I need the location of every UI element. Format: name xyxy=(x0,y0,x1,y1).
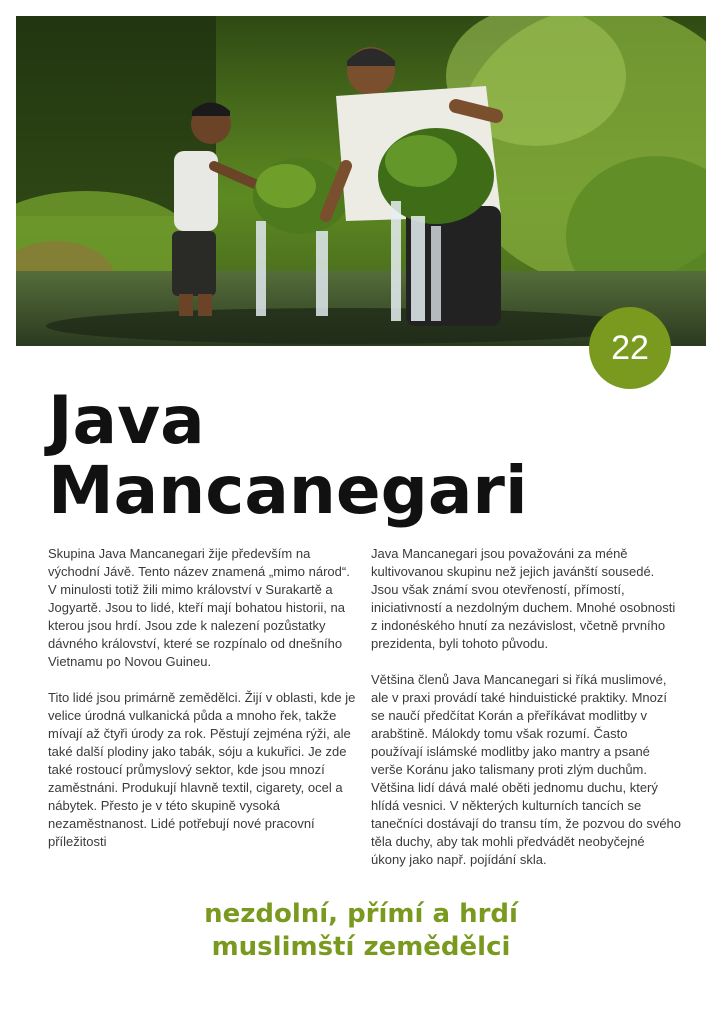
paragraph: Tito lidé jsou primárně zemědělci. Žijí v oblasti, kde je velice úrodná vulkanická půda a mnoho řek, takže mívají až čtyři úrody za rok. Pěstují zejména rýži, ale také další plodiny jako tabák, sóju a kukuřici. Je zde také rostoucí průmyslový sektor, kde jsou mnozí zaměstnáni. Produkují hlavně textil, cigarety, ocel a nábytek. Přesto je v této skupině vysoká nezaměstnanost. Lidé potřebují nové pracovní příležitosti xyxy=(48,690,356,849)
title-line-2: Mancanegari xyxy=(48,452,528,529)
tagline-line-2: muslimští zemědělci xyxy=(211,932,511,962)
right-text-column xyxy=(371,545,681,887)
tagline-line-1: nezdolní, přímí a hrdí xyxy=(204,899,518,929)
tagline xyxy=(0,898,722,964)
left-text-column xyxy=(48,545,358,869)
title-line-1: Java xyxy=(48,382,205,459)
paragraph: Skupina Java Mancanegari žije především na východní Jávě. Tento název znamená „mimo národ“. V minulosti totiž žili mimo království v Surakartě a Jogyartě. Jsou to lidé, kteří mají bohatou historii, na kterou jsou hrdí. Jsou zde k nalezení pozůstatky dávného království, které se rozpínalo od dnešního Vietnamu po Novou Guineu. xyxy=(48,546,350,669)
paragraph: Java Mancanegari jsou považováni za méně kultivovanou skupinu než jejich javánští sousedé. Jsou však známí svou otevřeností, přímostí, iniciativností a nezdolným duchem. Mnohé osobnosti z indonéského hnutí za nezávislost, včetně prvního prezidenta, byli tohoto původu. xyxy=(371,546,676,651)
page-number-badge: 22 xyxy=(589,307,671,389)
page-title xyxy=(48,382,528,529)
paragraph: Většina členů Java Mancanegari si říká muslimové, ale v praxi provádí také hinduistické praktiky. Mnozí se naučí předčítat Korán a přeříkávat modlitby v arabštině. Málokdy tomu však rozumí. Často používají islámské modlitby jako mantry a psané verše Koránu jako talismany proti zlým duchům. Většina lidí dává malé oběti jednomu duchu, který hlídá vesnici. V některých kulturních tancích se tanečníci dostávají do transu tím, že pozvou do svého těla duchy, aby tak mohli předvádět neobyčejné úkony jako např. pojídání skla. xyxy=(371,672,682,867)
hero-photo xyxy=(16,16,706,346)
